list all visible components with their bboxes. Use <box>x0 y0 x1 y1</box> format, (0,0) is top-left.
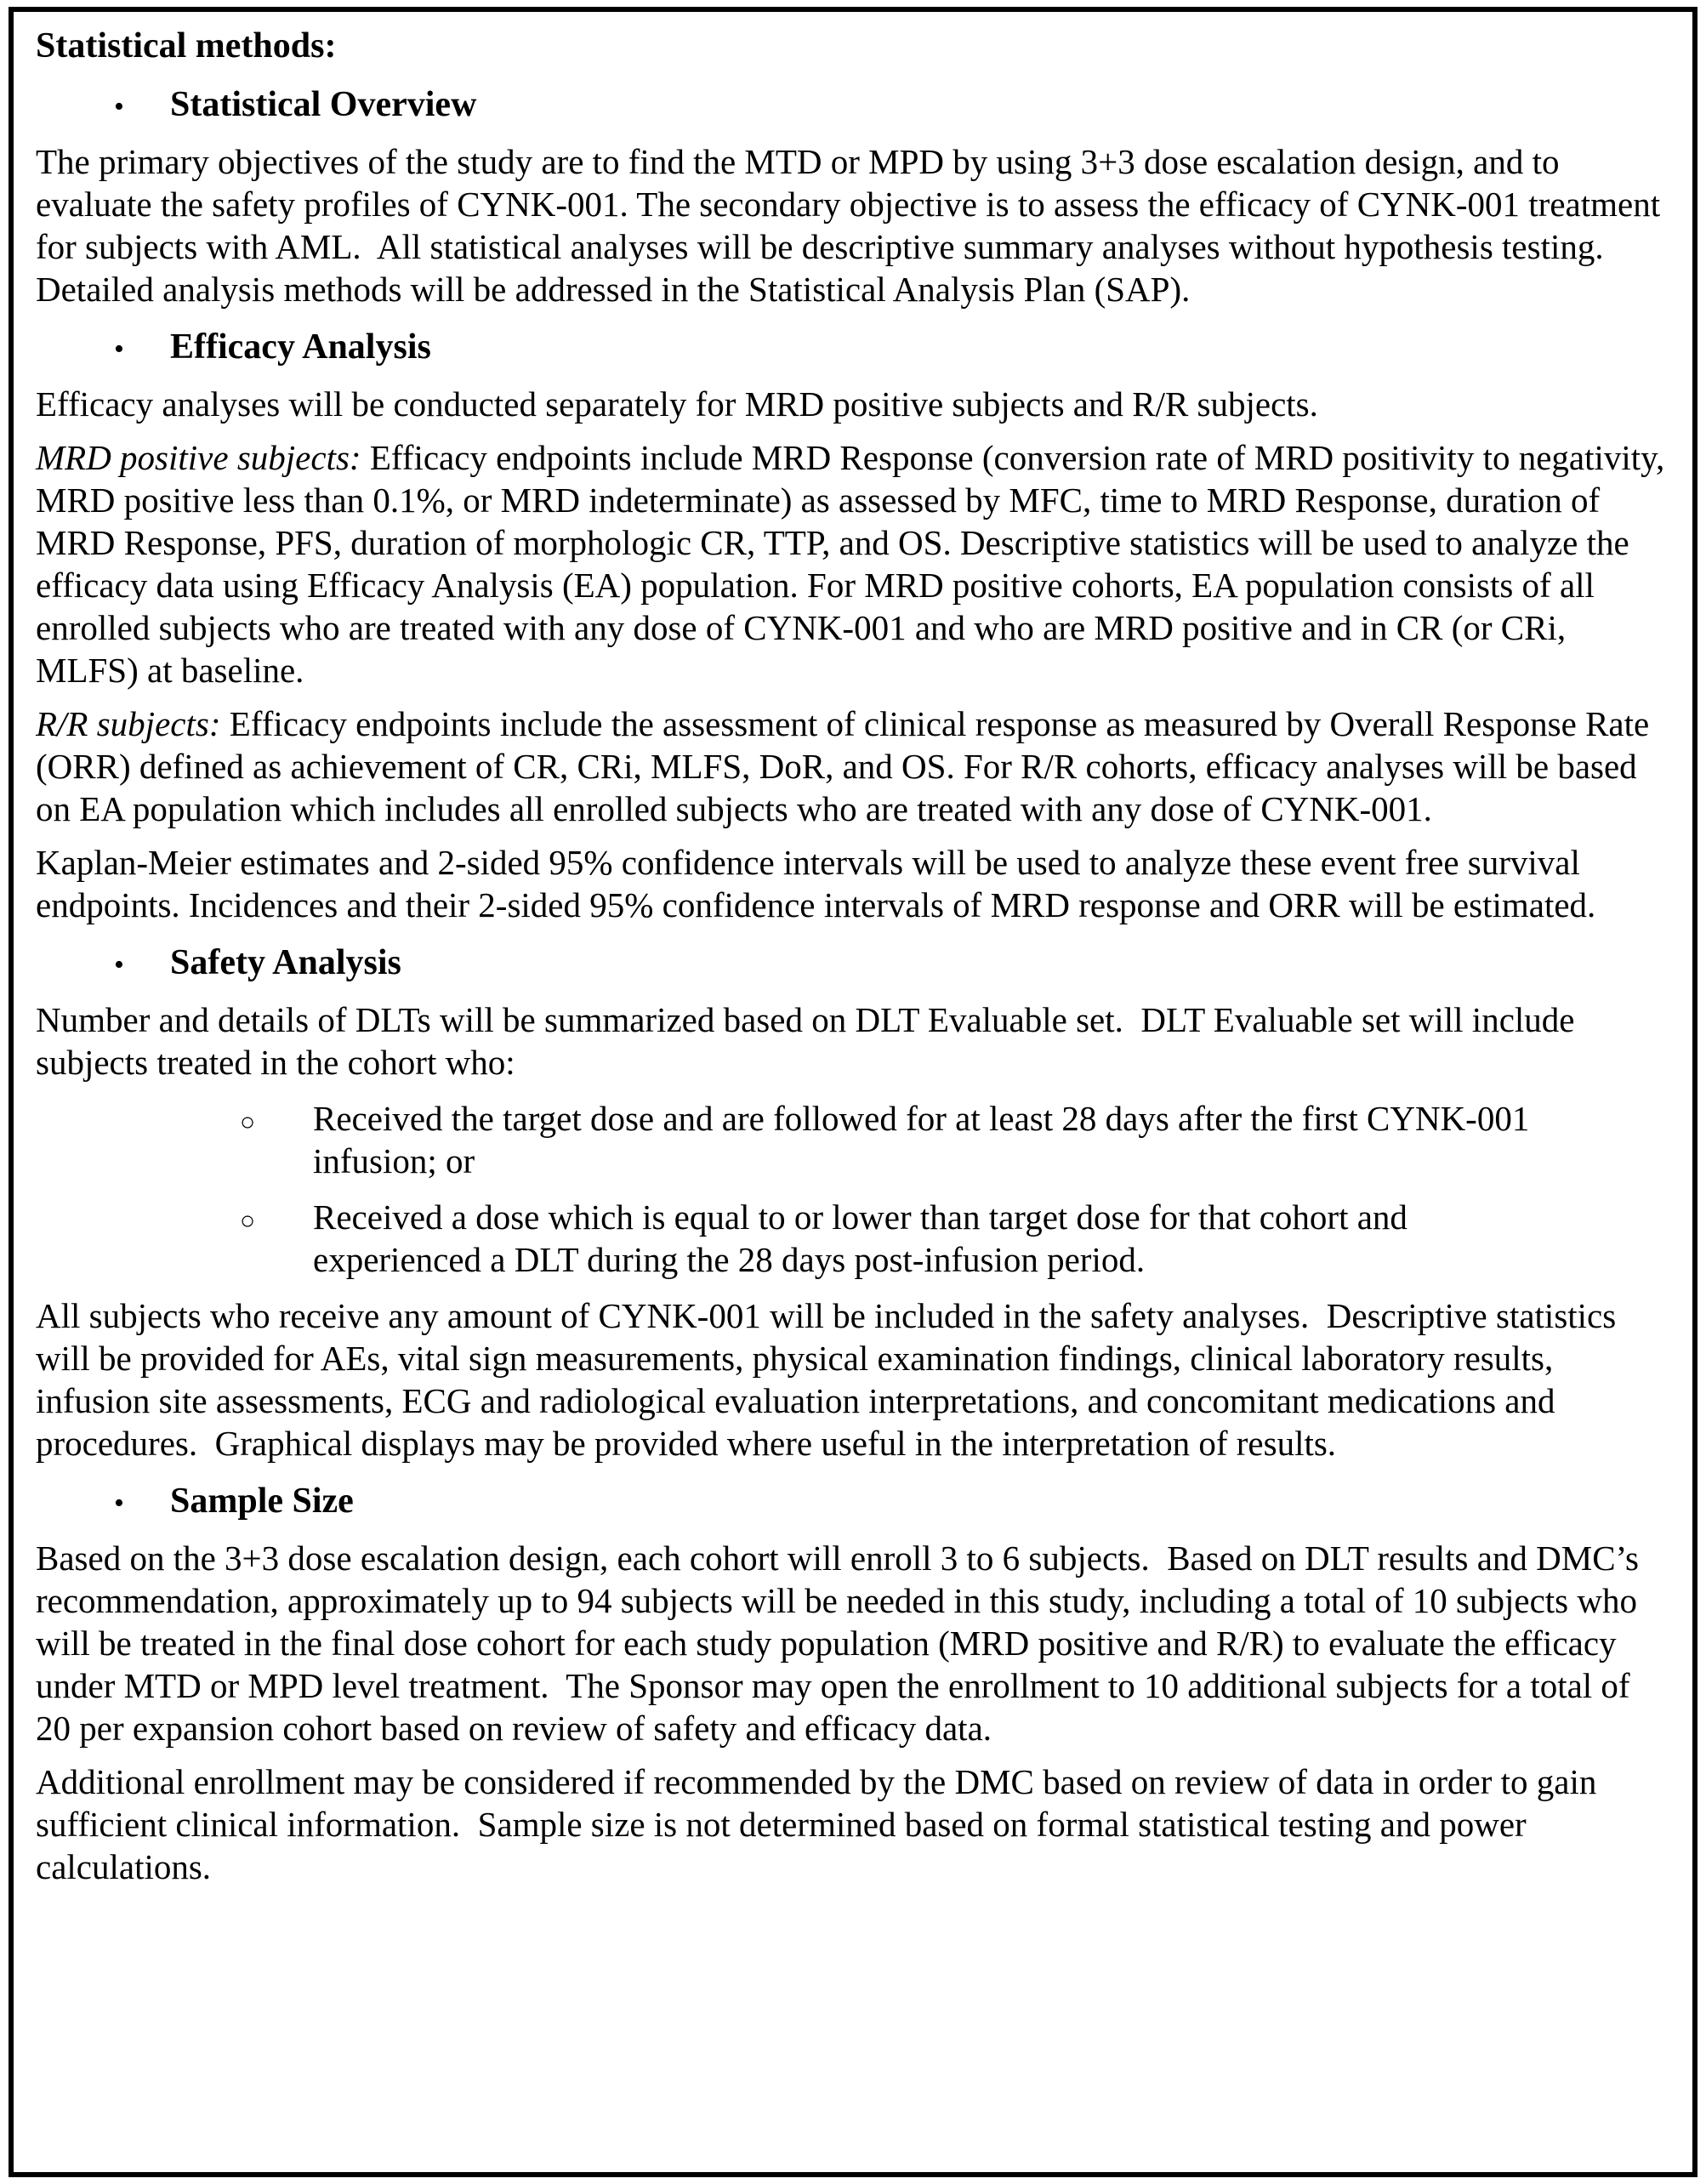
heading-safety-analysis <box>36 941 1670 987</box>
safety-intro-paragraph: Number and details of DLTs will be summarized based on DLT Evaluable set. DLT Evaluable set will include subjects treated in the cohort who: <box>36 1000 1584 1082</box>
circle-bullet-icon: ○ <box>240 1108 256 1136</box>
safety-body-paragraph: All subjects who receive any amount of CYNK-001 will be included in the safety analyses. Descriptive statistics will be provided for AEs, vital sign measurements, physical examination findings, clinical laboratory results, infusion site assessments, ECG and radiological evaluation interpretations, and concomitant medications and procedures. Graphical displays may be provided where useful in the interpretation of results. <box>36 1296 1625 1463</box>
document-frame <box>9 7 1697 2177</box>
mrd-positive-text: Efficacy endpoints include MRD Response (conversion rate of MRD positivity to negativity, MRD positive less than 0.1%, or MRD indeterminate) as assessed by MFC, time to MRD Response, duration of MRD Response, PFS, duration of morphologic CR, TTP, and OS. Descriptive statistics will be used to analyze the efficacy data using Efficacy Analysis (EA) population. For MRD positive cohorts, EA population consists of all enrolled subjects who are treated with any dose of CYNK-001 and who are MRD positive and in CR (or CRi, MLFS) at baseline. <box>36 438 1674 690</box>
mrd-positive-label: MRD positive subjects: <box>36 438 361 477</box>
heading-efficacy-analysis <box>36 325 1670 372</box>
sample-size-paragraph-2: Additional enrollment may be considered if recommended by the DMC based on review of data in order to gain sufficient clinical information. Sample size is not determined based on formal statistical testing and power calculations. <box>36 1762 1606 1886</box>
heading-label: Safety Analysis <box>170 943 401 982</box>
dlt-criterion-text: Received a dose which is equal to or lower than target dose for that cohort and experienced a DLT during the 28 days post-infusion period. <box>313 1197 1417 1279</box>
mrd-positive-paragraph <box>36 436 1674 691</box>
bullet-icon: • <box>114 333 124 365</box>
bullet-icon: • <box>114 949 124 981</box>
dlt-criterion-text: Received the target dose and are followed for at least 28 days after the first CYNK-001 infusion; or <box>313 1099 1538 1180</box>
heading-label: Sample Size <box>170 1482 354 1521</box>
section-title: Statistical methods: <box>36 26 337 65</box>
bullet-icon: • <box>114 91 124 122</box>
heading-label: Efficacy Analysis <box>170 327 431 367</box>
rr-subjects-paragraph <box>36 702 1670 830</box>
efficacy-intro-paragraph: Efficacy analyses will be conducted separately for MRD positive subjects and R/R subjects. <box>36 384 1318 424</box>
bullet-icon: • <box>114 1487 124 1519</box>
heading-sample-size <box>36 1479 1670 1526</box>
circle-bullet-icon: ○ <box>240 1207 256 1235</box>
kaplan-meier-paragraph: Kaplan-Meier estimates and 2-sided 95% confidence intervals will be used to analyze these event free survival endpoints. Incidences and their 2-sided 95% confidence intervals of MRD response and ORR will be estimated. <box>36 843 1596 924</box>
rr-subjects-label: R/R subjects: <box>36 704 221 743</box>
heading-label: Statistical Overview <box>170 85 477 124</box>
sample-size-paragraph-1: Based on the 3+3 dose escalation design, each cohort will enroll 3 to 6 subjects. Based on DLT results and DMC’s recommendation, approximately up to 94 subjects will be needed in this study, including a total of 10 subjects who will be treated in the final dose cohort for each study population (MRD positive and R/R) to evaluate the efficacy under MTD or MPD level treatment. The Sponsor may open the enrollment to 10 additional subjects for a total of 20 per expansion cohort based on review of safety and efficacy data. <box>36 1538 1648 1748</box>
statistical-overview-paragraph: The primary objectives of the study are to find the MTD or MPD by using 3+3 dose escalation design, and to evaluate the safety profiles of CYNK-001. The secondary objective is to assess the efficacy of CYNK-001 treatment for subjects with AML. All statistical analyses will be descriptive summary analyses without hypothesis testing. Detailed analysis methods will be addressed in the Statistical Analysis Plan (SAP). <box>36 142 1669 309</box>
rr-subjects-text: Efficacy endpoints include the assessment of clinical response as measured by Overall Response Rate (ORR) defined as achievement of CR, CRi, MLFS, DoR, and OS. For R/R cohorts, efficacy analyses will be based on EA population which includes all enrolled subjects who are treated with any dose of CYNK-001. <box>36 704 1658 828</box>
dlt-criterion-1 <box>36 1097 1670 1182</box>
heading-statistical-overview <box>36 82 1670 129</box>
dlt-criterion-2 <box>36 1196 1670 1281</box>
